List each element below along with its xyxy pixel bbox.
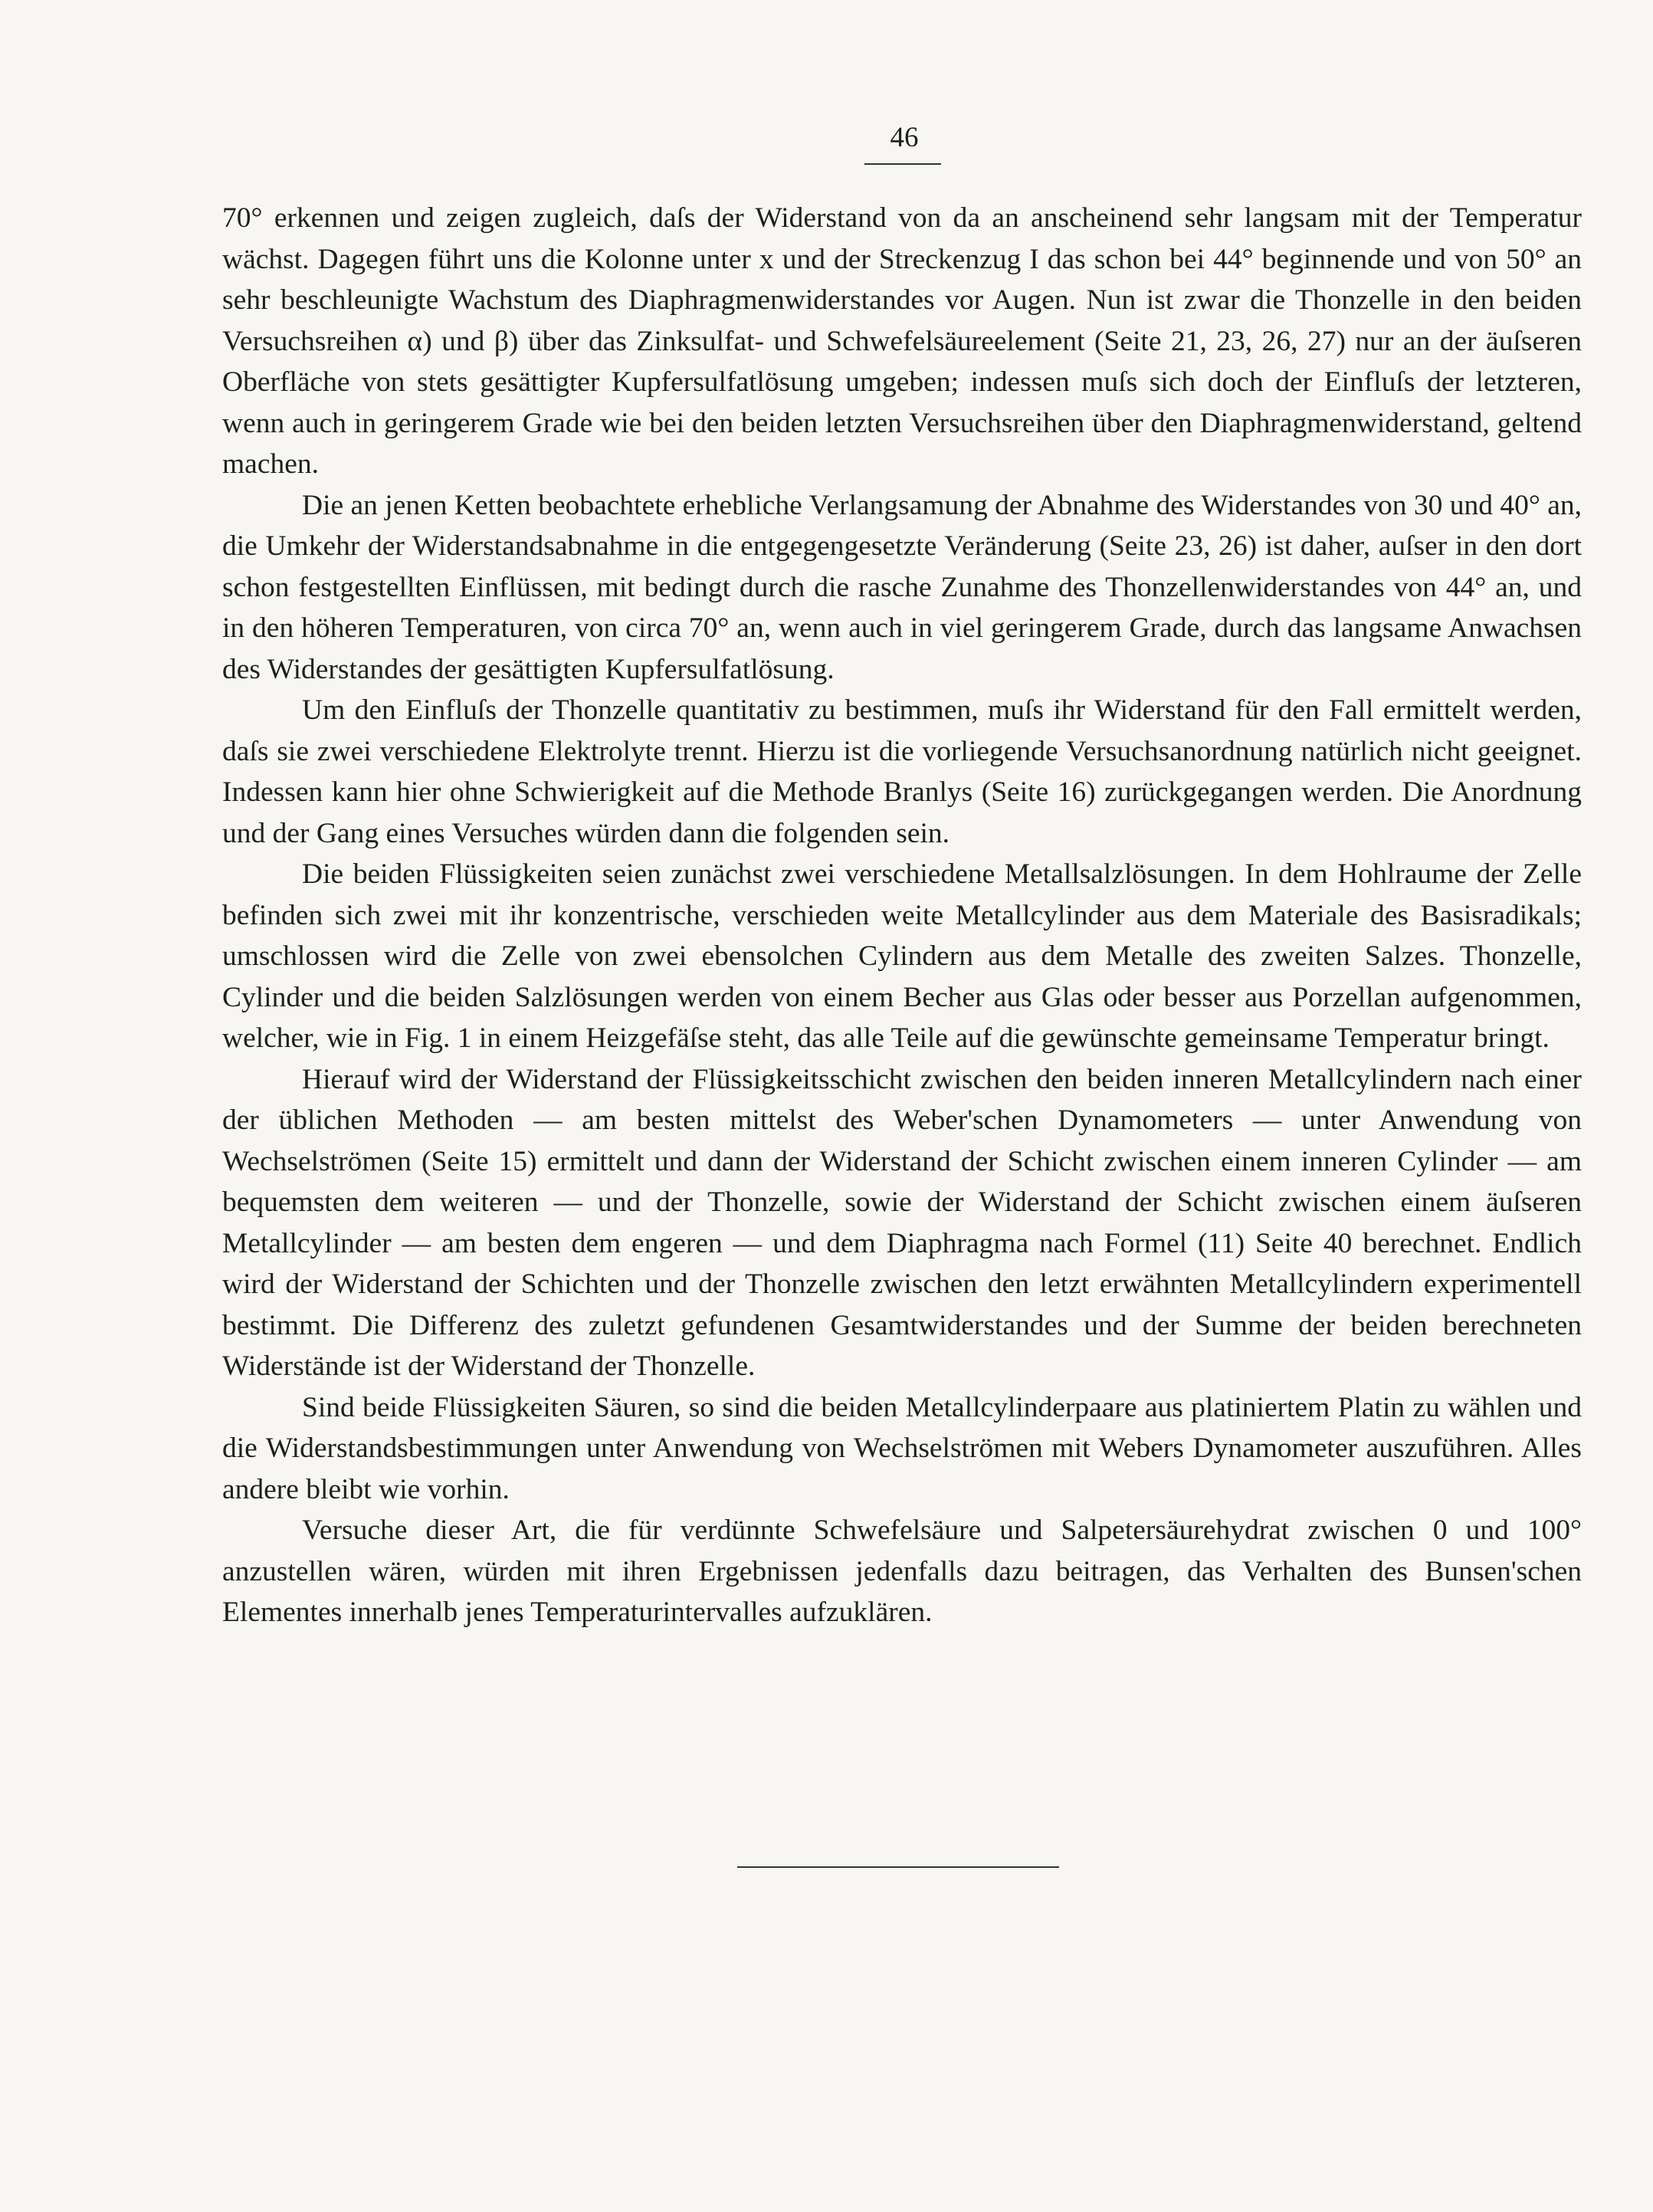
paragraph-6: Sind beide Flüssigkeiten Säuren, so sind die beiden Metallcylinderpaare aus platiniertem Platin zu wählen und die Widerstandsbestimmungen unter Anwendung von Wechselströmen mit Webers Dynamometer auszuführen. Alles andere bleibt wie vorhin. bbox=[222, 1391, 1582, 1505]
header-rule bbox=[864, 163, 941, 165]
paragraph-5: Hierauf wird der Widerstand der Flüssigkeitsschicht zwischen den beiden inneren Metallcylindern nach einer der üblichen Methoden — am besten mittelst des Weber'schen Dynamometers — unter Anwendung von Wechselströmen (Seite 15) ermittelt und dann der Widerstand der Schicht zwischen einem inneren Cylinder — am bequemsten dem weiteren — und der Thonzelle, sowie der Widerstand der Schicht zwischen einem äuſseren Metallcylinder — am besten dem engeren — und dem Diaphragma nach Formel (11) Seite 40 berechnet. Endlich wird der Widerstand der Schichten und der Thonzelle zwischen den letzt erwähnten Metallcylindern experimentell bestimmt. Die Differenz des zuletzt gefundenen Gesamtwiderstandes und der Summe der beiden berechneten Widerstände ist der Widerstand der Thonzelle. bbox=[222, 1063, 1582, 1382]
paragraph-3: Um den Einfluſs der Thonzelle quantitativ zu bestimmen, muſs ihr Widerstand für den Fall ermittelt werden, daſs sie zwei verschiedene Elektrolyte trennt. Hierzu ist die vorliegende Versuchsanordnung natürlich nicht geeignet. Indessen kann hier ohne Schwierigkeit auf die Methode Branlys (Seite 16) zurückgegangen werden. Die Anordnung und der Gang eines Versuches würden dann die folgenden sein. bbox=[222, 694, 1582, 849]
body-text bbox=[222, 198, 1582, 1633]
page-number: 46 bbox=[890, 122, 919, 153]
end-rule bbox=[737, 1866, 1059, 1868]
paragraph-1: 70° erkennen und zeigen zugleich, daſs der Widerstand von da an anscheinend sehr langsam mit der Temperatur wächst. Dagegen führt uns die Kolonne unter x und der Streckenzug I das schon bei 44° beginnende und von 50° an sehr beschleunigte Wachstum des Diaphragmenwiderstandes vor Augen. Nun ist zwar die Thonzelle in den beiden Versuchsreihen α) und β) über das Zinksulfat- und Schwefelsäureelement (Seite 21, 23, 26, 27) nur an der äuſseren Oberfläche von stets gesättigter Kupfersulfatlösung umgeben; indessen muſs sich doch der Einfluſs der letzteren, wenn auch in geringerem Grade wie bei den beiden letzten Versuchsreihen über den Diaphragmenwiderstand, geltend machen. bbox=[222, 202, 1582, 480]
paragraph-2: Die an jenen Ketten beobachtete erhebliche Verlangsamung der Abnahme des Widerstandes von 30 und 40° an, die Umkehr der Widerstandsabnahme in die entgegengesetzte Veränderung (Seite 23, 26) ist daher, auſser in den dort schon festgestellten Einflüssen, mit bedingt durch die rasche Zunahme des Thonzellenwiderstandes von 44° an, und in den höheren Temperaturen, von circa 70° an, wenn auch in viel geringerem Grade, durch das langsame Anwachsen des Widerstandes der gesättigten Kupfersulfatlösung. bbox=[222, 489, 1582, 685]
paragraph-4: Die beiden Flüssigkeiten seien zunächst zwei verschiedene Metallsalzlösungen. In dem Hohlraume der Zelle befinden sich zwei mit ihr konzentrische, verschieden weite Metallcylinder aus dem Materiale des Basisradikals; umschlossen wird die Zelle von zwei ebensolchen Cylindern aus dem Metalle des zweiten Salzes. Thonzelle, Cylinder und die beiden Salzlösungen werden von einem Becher aus Glas oder besser aus Porzellan aufgenommen, welcher, wie in Fig. 1 in einem Heizgefäſse steht, das alle Teile auf die gewünschte gemeinsame Temperatur bringt. bbox=[222, 858, 1582, 1054]
paragraph-7: Versuche dieser Art, die für verdünnte Schwefelsäure und Salpetersäurehydrat zwischen 0 und 100° anzustellen wären, würden mit ihren Ergebnissen jedenfalls dazu beitragen, das Verhalten des Bunsen'schen Elementes innerhalb jenes Temperaturintervalles aufzuklären. bbox=[222, 1515, 1582, 1628]
